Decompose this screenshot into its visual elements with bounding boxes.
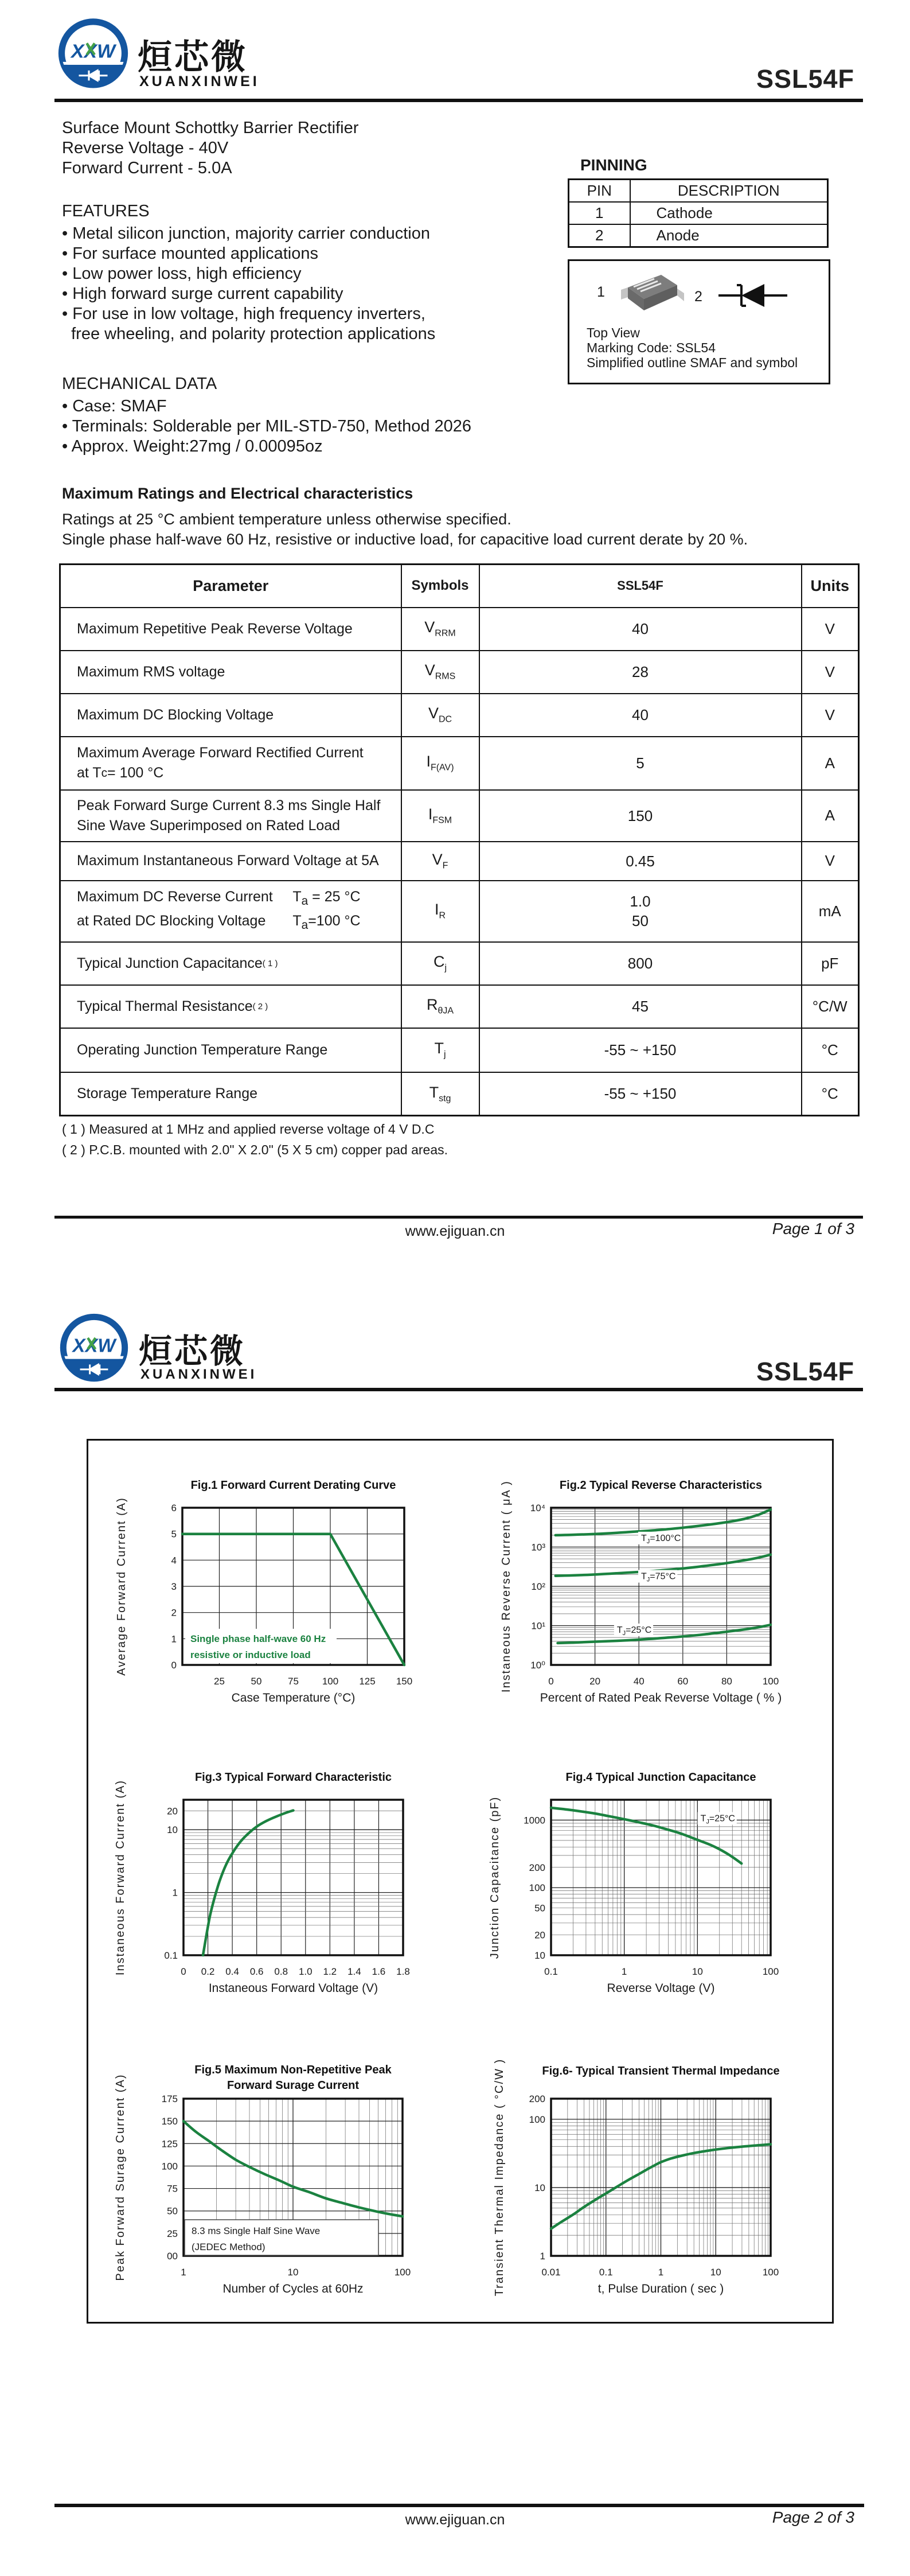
svg-text:6: 6: [171, 1503, 177, 1513]
svg-text:1.4: 1.4: [347, 1966, 361, 1977]
table-row: [60, 790, 859, 842]
pinning-heading: PINNING: [580, 156, 647, 174]
param-line: Peak Forward Surge Current 8.3 ms Single Half: [77, 797, 381, 814]
diode-symbol-icon: [717, 278, 789, 313]
pin-description-cell: Cathode: [630, 202, 828, 224]
figure-4-chart: [476, 1756, 877, 2025]
x-axis-label: Case Temperature (°C): [231, 1691, 356, 1705]
table-row: [60, 1072, 859, 1116]
svg-text:1: 1: [171, 1633, 177, 1645]
summary-line: Surface Mount Schottky Barrier Rectifier: [62, 119, 359, 137]
param-cell: [60, 1072, 401, 1116]
param-line: Maximum DC Reverse Current $T_a = 25$ °C: [77, 889, 361, 908]
units-cell: V: [802, 608, 859, 651]
pin-table: [568, 178, 829, 248]
figure-title: Fig.3 Typical Forward Characteristic: [194, 1771, 392, 1784]
ratings-note-line: Ratings at 25 °C ambient temperature unless otherwise specified.: [62, 511, 511, 528]
value-cell: [479, 985, 802, 1028]
summary-block: [62, 118, 358, 178]
chart-annotation-line: 8.3 ms Single Half Sine Wave: [192, 2225, 321, 2236]
ratings-header-cell: SSL54F: [479, 565, 802, 608]
svg-text:10: 10: [287, 2267, 299, 2278]
table-row: [60, 608, 859, 651]
pin2-label: 2: [694, 289, 702, 305]
svg-text:0.1: 0.1: [599, 2267, 613, 2278]
param-cell: [60, 608, 401, 651]
units-cell: A: [802, 737, 859, 790]
param-cell: [60, 694, 401, 737]
svg-text:100: 100: [529, 1882, 545, 1894]
param-line: Maximum Repetitive Peak Reverse Voltage: [77, 620, 353, 637]
y-axis-label: Junction Capacitance (pF): [489, 1796, 501, 1959]
value-cell: [479, 790, 802, 842]
mechanical-item: • Terminals: Solderable per MIL-STD-750, Method 2026: [62, 417, 472, 435]
symbol-cell: $R_{\theta JA}$: [401, 985, 479, 1028]
units-cell: V: [802, 842, 859, 881]
value-line: 45: [632, 998, 649, 1015]
svg-text:3: 3: [171, 1581, 177, 1592]
header-rule: [54, 1388, 863, 1391]
figure-1: [86, 1463, 487, 1733]
symbol-cell: $T_j$: [401, 1028, 479, 1072]
table-row: [60, 1028, 859, 1072]
y-axis-label: Average Forward Current (A): [115, 1497, 128, 1676]
svg-text:10: 10: [534, 2182, 545, 2193]
units-cell: °C/W: [802, 985, 859, 1028]
svg-text:10: 10: [692, 1966, 703, 1977]
svg-text:10³: 10³: [531, 1542, 545, 1553]
ratings-header-row: [60, 565, 859, 608]
feature-item: • For surface mounted applications: [62, 244, 318, 263]
figure-4: [476, 1756, 877, 2025]
value-cell: [479, 1072, 802, 1116]
x-axis-label: t, Pulse Duration ( sec ): [597, 2282, 724, 2295]
svg-text:1000: 1000: [524, 1815, 545, 1826]
param-line: Operating Junction Temperature Range: [77, 1041, 328, 1058]
param-line: Typical Thermal Resistance ( 2 ): [77, 998, 268, 1014]
value-line: 0.45: [626, 852, 655, 870]
value-line: -55 ~ +150: [604, 1041, 677, 1059]
pin1-label: 1: [597, 284, 605, 300]
figure-title: Fig.6- Typical Transient Thermal Impedance: [542, 2065, 780, 2077]
package-outline-panel: [568, 259, 830, 384]
svg-text:20: 20: [534, 1929, 545, 1941]
value-line: 1.0: [630, 893, 651, 910]
footer-website: www.ejiguan.cn: [405, 1223, 505, 1239]
svg-text:10⁰: 10⁰: [530, 1660, 545, 1671]
param-cell: [60, 737, 401, 790]
param-line: Sine Wave Superimposed on Rated Load: [77, 817, 341, 834]
table-row: [60, 942, 859, 985]
figure-title: Fig.4 Typical Junction Capacitance: [565, 1771, 756, 1784]
brand-logo-icon: [57, 17, 129, 99]
svg-text:125: 125: [359, 1676, 376, 1687]
svg-text:20: 20: [167, 1805, 178, 1817]
svg-text:0: 0: [548, 1676, 554, 1687]
figure-title: Fig.2 Typical Reverse Characteristics: [559, 1479, 763, 1492]
svg-text:4: 4: [171, 1555, 177, 1566]
package-3d-icon: [611, 266, 691, 323]
svg-text:1.0: 1.0: [298, 1966, 313, 1977]
footer-rule: [54, 2504, 864, 2507]
brand-name-en: XUANXINWEI: [139, 73, 260, 90]
package-note-line: Marking Code: SSL54: [587, 340, 716, 355]
page-title-part-number: SSL54F: [756, 1357, 854, 1386]
param-cell: [60, 942, 401, 985]
value-line: 5: [636, 754, 645, 772]
units-cell: °C: [802, 1028, 859, 1072]
package-note-line: Simplified outline SMAF and symbol: [587, 355, 798, 370]
pin-number-cell: 1: [569, 202, 630, 224]
value-line: 40: [632, 620, 649, 637]
table-row: [60, 694, 859, 737]
svg-text:100: 100: [762, 1966, 779, 1977]
svg-text:TJ=25°C: $T_J=25^\circ C$: [700, 1814, 735, 1826]
param-line: Maximum Average Forward Rectified Current: [77, 745, 364, 761]
ratings-header-cell: Parameter: [60, 565, 401, 608]
figure-2-chart: [476, 1463, 877, 1733]
svg-text:1: 1: [658, 2267, 664, 2278]
ratings-notes: [62, 509, 748, 550]
brand-name-en: XUANXINWEI: [140, 1367, 257, 1382]
svg-text:2: 2: [171, 1607, 177, 1618]
figure-2: [476, 1463, 877, 1733]
svg-text:150: 150: [161, 2116, 178, 2127]
symbol-cell: $T_{stg}$: [401, 1072, 479, 1116]
svg-text:10: 10: [534, 1950, 545, 1961]
curve-tj-100c: [556, 1509, 771, 1535]
features-list: [62, 224, 435, 344]
svg-text:1: 1: [621, 1966, 627, 1977]
header-rule: [54, 99, 863, 102]
symbol-cell: $V_{RRM}$: [401, 608, 479, 651]
svg-text:1: 1: [172, 1887, 178, 1898]
brand-logo-icon: [59, 1313, 129, 1392]
y-axis-label: Instaneous Forward Current (A): [114, 1779, 127, 1976]
svg-text:40: 40: [633, 1676, 645, 1687]
mechanical-item: • Case: SMAF: [62, 397, 167, 415]
pin-table-row: [569, 202, 828, 224]
x-axis-label: Number of Cycles at 60Hz: [222, 2282, 364, 2295]
svg-text:00: 00: [167, 2251, 178, 2262]
param-cell: [60, 790, 401, 842]
svg-text:175: 175: [161, 2094, 178, 2104]
symbol-cell: $I_{F(AV)}$: [401, 737, 479, 790]
ratings-header-cell: Units: [802, 565, 859, 608]
svg-text:200: 200: [529, 2094, 545, 2104]
features-heading: FEATURES: [62, 202, 150, 220]
mechanical-heading: MECHANICAL DATA: [62, 375, 217, 393]
svg-text:75: 75: [288, 1676, 299, 1687]
y-axis-label: Instaneous Reverse Current ( μA ): [500, 1480, 513, 1692]
brand-name-cn: 烜芯微: [139, 1333, 246, 1370]
units-cell: V: [802, 651, 859, 694]
feature-item: • Low power loss, high efficiency: [62, 264, 302, 283]
svg-text:60: 60: [677, 1676, 689, 1687]
svg-text:20: 20: [589, 1676, 601, 1687]
table-row: [60, 881, 859, 942]
y-axis-label: Peak Forward Surage Current (A): [114, 2073, 127, 2281]
svg-text:10: 10: [167, 1824, 178, 1836]
page-title-part-number: SSL54F: [756, 64, 854, 94]
y-axis-label: Transient Thermal Impedance ( °C/W ): [493, 2058, 506, 2297]
value-cell: [479, 881, 802, 942]
svg-text:10⁴: 10⁴: [530, 1503, 545, 1513]
svg-text:100: 100: [394, 2267, 411, 2278]
svg-text:75: 75: [167, 2183, 178, 2194]
footnotes: [62, 1119, 448, 1160]
svg-text:100: 100: [161, 2161, 178, 2172]
figure-title: Fig.1 Forward Current Derating Curve: [190, 1479, 396, 1492]
figure-6: [476, 2042, 877, 2312]
svg-text:1.6: 1.6: [372, 1966, 386, 1977]
svg-text:0.8: 0.8: [274, 1966, 288, 1977]
value-line: 28: [632, 663, 649, 680]
ratings-header-cell: Symbols: [401, 565, 479, 608]
svg-text:100: 100: [529, 2114, 545, 2125]
footnote-line: ( 1 ) Measured at 1 MHz and applied reverse voltage of 4 V D.C: [62, 1122, 435, 1137]
value-cell: [479, 608, 802, 651]
svg-text:0.6: 0.6: [249, 1966, 264, 1977]
units-cell: A: [802, 790, 859, 842]
svg-text:200: 200: [529, 1862, 545, 1873]
value-cell: [479, 651, 802, 694]
figure-3-chart: [86, 1756, 487, 2025]
svg-text:125: 125: [161, 2138, 178, 2150]
symbol-cell: $I_{FSM}$: [401, 790, 479, 842]
param-cell: [60, 985, 401, 1028]
footnote-line: ( 2 ) P.C.B. mounted with 2.0" X 2.0" (5 X 5 cm) copper pad areas.: [62, 1142, 448, 1157]
figure-1-chart: [86, 1463, 487, 1733]
param-line: Storage Temperature Range: [77, 1085, 258, 1102]
table-row: [60, 651, 859, 694]
value-cell: [479, 942, 802, 985]
feature-item: • High forward surge current capability: [62, 285, 343, 303]
figure-3: [86, 1756, 487, 2025]
value-cell: [479, 842, 802, 881]
param-cell: [60, 651, 401, 694]
chart-annotation-line: Single phase half-wave 60 Hz: [190, 1633, 326, 1644]
x-axis-label: Instaneous Forward Voltage (V): [208, 1982, 378, 1995]
ratings-note-line: Single phase half-wave 60 Hz, resistive or inductive load, for capacitive load current derate by 20 %.: [62, 531, 748, 548]
svg-text:10²: 10²: [531, 1581, 545, 1592]
svg-text:TJ=25°C: $T_J=25^\circ C$: [616, 1625, 652, 1637]
svg-text:10¹: 10¹: [531, 1620, 545, 1632]
svg-text:1: 1: [540, 2251, 545, 2262]
chart-annotation-line: (JEDEC Method): [192, 2242, 265, 2252]
svg-text:0.1: 0.1: [544, 1966, 558, 1977]
svg-text:0.2: 0.2: [201, 1966, 215, 1977]
svg-text:100: 100: [762, 2267, 779, 2278]
pin-table-row: [569, 224, 828, 247]
summary-line: Reverse Voltage - 40V: [62, 139, 229, 157]
pin-number-cell: 2: [569, 224, 630, 247]
units-cell: mA: [802, 881, 859, 942]
svg-text:10: 10: [710, 2267, 721, 2278]
feature-item: • For use in low voltage, high frequency inverters,: [62, 305, 425, 323]
table-row: [60, 737, 859, 790]
svg-text:1.8: 1.8: [396, 1966, 410, 1977]
brand-name-cn: 烜芯微: [138, 38, 248, 76]
feature-item: free wheeling, and polarity protection applications: [62, 325, 436, 343]
chart-annotation-line: resistive or inductive load: [190, 1649, 311, 1660]
pin-header-cell: DESCRIPTION: [630, 180, 828, 203]
svg-text:50: 50: [534, 1902, 545, 1914]
param-line: Maximum Instantaneous Forward Voltage at 5A: [77, 853, 379, 869]
svg-text:TJ=100°C: $T_J=100^\circ C$: [641, 1533, 681, 1545]
footer-page-indicator: Page 2 of 3: [772, 2508, 854, 2526]
param-line: Typical Junction Capacitance ( 1 ): [77, 955, 278, 971]
value-line: 150: [627, 807, 653, 824]
curve-forward-characteristic: [203, 1811, 294, 1955]
package-note-line: Top View: [587, 325, 640, 340]
param-line: at T c = 100 °C: [77, 765, 164, 781]
symbol-cell: $V_{RMS}$: [401, 651, 479, 694]
svg-text:100: 100: [322, 1676, 339, 1687]
pin-table-header-row: [569, 180, 828, 203]
svg-text:0: 0: [171, 1660, 177, 1671]
param-line: Maximum RMS voltage: [77, 663, 225, 680]
feature-item: • Metal silicon junction, majority carrier conduction: [62, 224, 430, 243]
table-row: [60, 842, 859, 881]
param-cell: [60, 842, 401, 881]
svg-text:25: 25: [214, 1676, 225, 1687]
svg-text:1.2: 1.2: [323, 1966, 337, 1977]
brand-logo-letters: XXW: [71, 40, 115, 63]
symbol-cell: $V_{DC}$: [401, 694, 479, 737]
symbol-cell: $C_j$: [401, 942, 479, 985]
svg-text:0.4: 0.4: [225, 1966, 239, 1977]
param-cell: [60, 1028, 401, 1072]
value-line: -55 ~ +150: [604, 1085, 677, 1103]
svg-text:1: 1: [181, 2267, 186, 2278]
svg-text:80: 80: [721, 1676, 732, 1687]
svg-text:0.1: 0.1: [164, 1950, 178, 1961]
footer-rule: [54, 1216, 863, 1219]
figure-title: Forward Surage Current: [226, 2079, 360, 2092]
mechanical-item: • Approx. Weight:27mg / 0.00095oz: [62, 437, 323, 456]
value-cell: [479, 694, 802, 737]
figure-6-chart: [476, 2042, 877, 2312]
svg-text:5: 5: [171, 1528, 177, 1540]
summary-line: Forward Current - 5.0A: [62, 159, 232, 177]
figure-5-chart: [86, 2042, 487, 2312]
page-2: [0, 1302, 910, 2576]
footer-website: www.ejiguan.cn: [405, 2512, 505, 2528]
table-row: [60, 985, 859, 1028]
mechanical-list: [62, 396, 471, 457]
symbol-cell: $I_R$: [401, 881, 479, 942]
symbol-cell: $V_F$: [401, 842, 479, 881]
param-line: Maximum DC Blocking Voltage: [77, 706, 274, 723]
brand-logo-letters: XXW: [72, 1334, 116, 1356]
svg-text:0.01: 0.01: [541, 2267, 561, 2278]
pin-description-cell: Anode: [630, 224, 828, 247]
value-line: 800: [627, 955, 653, 972]
ratings-heading: Maximum Ratings and Electrical characteristics: [62, 485, 413, 502]
svg-text:50: 50: [251, 1676, 262, 1687]
value-line: 40: [632, 706, 649, 723]
pin-header-cell: PIN: [569, 180, 630, 203]
units-cell: °C: [802, 1072, 859, 1116]
svg-text:25: 25: [167, 2228, 178, 2239]
units-cell: pF: [802, 942, 859, 985]
svg-text:50: 50: [167, 2205, 178, 2217]
param-cell: [60, 881, 401, 942]
svg-text:150: 150: [396, 1676, 413, 1687]
ratings-table: [59, 563, 860, 1116]
value-line: 50: [632, 912, 649, 929]
svg-text:0: 0: [181, 1966, 186, 1977]
value-cell: [479, 737, 802, 790]
svg-text:100: 100: [762, 1676, 779, 1687]
value-cell: [479, 1028, 802, 1072]
x-axis-label: Percent of Rated Peak Reverse Voltage ( % ): [540, 1691, 782, 1705]
figure-5: [86, 2042, 487, 2312]
svg-text:TJ=75°C: $T_J=75^\circ C$: [641, 1571, 676, 1583]
units-cell: V: [802, 694, 859, 737]
footer-page-indicator: Page 1 of 3: [772, 1220, 854, 1238]
x-axis-label: Reverse Voltage (V): [607, 1982, 715, 1995]
figure-title: Fig.5 Maximum Non-Repetitive Peak: [194, 2064, 392, 2076]
param-line: at Rated DC Blocking Voltage $T_a=100$ °C: [77, 913, 361, 932]
